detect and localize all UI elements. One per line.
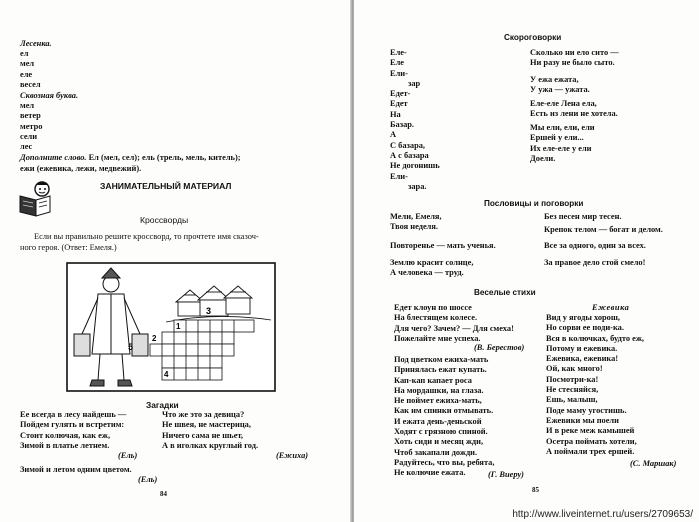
verse-line: На [390,109,401,119]
crossword-number-3: 3 [206,306,212,316]
verse-line: Осетра поймать хотели, [546,436,637,446]
verse-line: Мы ели, ели, ели [530,123,595,132]
poem-1 [394,303,514,344]
proverb-2: Повторенье — мать ученья. [390,241,496,250]
riddle-1-answer: (Ель) [118,451,138,460]
poem-3 [546,313,644,457]
riddle-line: Ничего сама не шьет, [162,430,244,440]
verse-line: Не колючие ежата. [394,468,466,478]
verse-line: Принялась ежат купать. [394,365,487,375]
verse-line: Ежевики мы поели [546,415,619,425]
verse-line: И в реке меж камышей [546,426,635,436]
verse-line: Базар. [390,120,415,130]
verse-line: А с базара [390,150,429,160]
riddle-line: Пойдем гулять и встретим: [20,420,125,430]
verse-line: Радуйтесь, что вы, ребята, [394,457,495,467]
verse-line: Потому и ежевика. [546,343,618,353]
word: мел [20,101,35,110]
verse-line: Сколько ни ело сито — [530,48,619,57]
verse-line: Не стесняйся, [546,385,599,395]
verse-line: Хоть сиди и месяц жди, [394,437,484,447]
word: еле [20,69,33,79]
dopolnite-text: Ел (мел, сел); ель (трель, мель, китель); [86,153,241,162]
crosswords-heading: Кроссворды [140,215,189,225]
riddle-line: Зимой в платье летнем. [20,440,110,450]
verse-line: Ни разу не было сыто. [530,58,615,68]
verse-line: Ешь, малыш, [546,395,598,405]
poems-heading: Веселые стихи [474,288,536,297]
reading-child-icon [18,180,54,218]
verse-line: Кап-кап капает роса [394,375,472,385]
riddle-line: Не швея, не мастерица, [162,420,251,430]
section-heading: ЗАНИМАТЕЛЬНЫЙ МАТЕРИАЛ [100,181,232,191]
verse-line: Ели- [390,68,408,78]
proverb-6: Все за одного, один за всех. [544,241,646,250]
word: ветер [20,111,41,121]
poem-1-author: (В. Берестов) [474,343,525,352]
verse-line: Поде маму угостишь. [546,405,627,415]
crossword-number-4: 4 [164,370,169,379]
proverb-line: Землю красит солнце, [390,258,474,267]
dopolnite-line2: ежи (ежевика, лежи, медвежий). [20,164,142,173]
proverb-5: Крепок телом — богат и делом. [544,225,663,234]
verse-line: Пожелайте мне успеха. [394,333,481,343]
verse-line: У ежа ежата, [530,75,579,84]
dopolnite-title: Дополните слово. [20,153,87,162]
verse-line: Доели. [530,153,556,163]
proverb-line: Мели, Емеля, [390,212,442,221]
crossword-number-2: 2 [152,334,157,343]
verse-line: зар [408,78,421,88]
verse-line: Ели- [390,171,408,181]
verse-line: Посмотри-ка! [546,374,599,384]
proverb-1 [390,212,442,233]
riddle-1 [20,410,126,451]
verse-line: У ужа — ужата. [530,85,590,95]
verse-line: С базара, [390,140,426,150]
verse-line: Для чего? Зачем? — Для смеха! [394,323,514,333]
verse-line: Как им спинки отмывать. [394,406,494,416]
word: мел [20,59,35,69]
verse-line: Вид у ягоды хорош, [546,313,621,322]
verse-line: Еле-еле Лена ела, [530,99,597,108]
verse-line: На блестящем колесе. [394,313,478,323]
riddle-line: Стоит колючая, как еж, [20,430,111,440]
word: лес [20,142,33,152]
tongue-twister-group-2 [530,75,590,96]
tongue-twister-group-1 [530,48,619,69]
poem-3-title: Ежевика [592,303,630,312]
verse-line: На мордашки, на глаза. [394,385,484,395]
lesenka-words [20,49,41,90]
word: сели [20,131,38,141]
verse-line: Не поймет ежиха-мать, [394,396,482,406]
proverb-line: А человека — труд. [390,268,464,278]
watermark-url: http://www.liveinternet.ru/users/2709653/ [512,509,693,520]
crossword-text-line1: Если вы правильно решите кроссворд, то прочтете имя сказоч- [34,232,259,241]
lesenka-title: Лесенка. [20,39,52,48]
proverb-7: За правое дело стой смело! [544,258,646,267]
proverb-4: Без песен мир тесен. [544,212,622,221]
tongue-twister-group-4 [530,123,595,164]
verse-line: Под цветком ежиха-мать [394,355,489,364]
dopolnite-paragraph [20,153,241,163]
verse-line: Ершей у ели... [530,133,584,143]
page-number-left: 84 [160,490,167,498]
crossword-number-1: 1 [176,322,181,331]
riddle-2 [162,410,258,451]
page-number-right: 85 [532,486,539,494]
proverb-3 [390,258,473,279]
verse-line: Их еле-еле у ели [530,143,592,153]
tongue-twister-group-3 [530,99,618,120]
riddle-3-answer: (Ель) [138,475,158,484]
verse-line: Не догонишь [390,161,440,171]
word: весел [20,79,41,89]
verse-line: Ежевика, ежевика! [546,354,619,364]
verse-line: Еле [390,58,405,68]
riddle-2-answer: (Ежиха) [276,451,309,460]
skorogovorki-heading: Скороговорки [504,33,562,42]
right-page [354,0,699,522]
proverb-line: Твоя неделя. [390,222,438,232]
riddle-3: Зимой и летом одним цветом. [20,465,132,474]
verse-line: Чтоб закапали дожди. [394,447,478,457]
word: метро [20,121,43,131]
riddle-line: Что же это за девица? [162,410,245,419]
skvoznaya-words [20,101,42,152]
poem-2 [394,355,494,479]
verse-line: зара. [408,181,427,191]
verse-line: А поймали трех ершей. [546,446,635,456]
tongue-twister-column-1 [390,48,440,192]
verse-line: Ходят с грязною спиной. [394,427,488,437]
riddle-line: Ее всегда в лесу найдешь — [20,410,127,419]
crossword-number-5: 5 [128,342,134,352]
crossword-text-line2: ного героя. (Ответ: Емеля.) [20,243,117,252]
crossword-illustration [66,262,276,392]
verse-line: Ой, как много! [546,364,603,374]
poem-3-author: (С. Маршак) [630,459,677,468]
verse-line: Еле- [390,48,407,57]
poem-2-author: (Г. Виеру) [488,470,524,479]
riddles-heading: Загадки [146,400,179,410]
verse-line: А [390,130,397,140]
proverbs-heading: Пословицы и поговорки [484,199,584,208]
verse-line: Едет [390,99,408,109]
riddle-line: А в иголках круглый год. [162,440,259,450]
verse-line: Есть из лени не хотела. [530,109,618,119]
verse-line: И ежата день-деньской [394,416,482,426]
verse-line: Едет клоун по шоссе [394,303,472,312]
verse-line: Но сорви ее поди-ка. [546,323,624,333]
skvoznaya-title: Сквозная буква. [20,91,79,100]
verse-line: Вся в колючках, будто еж, [546,333,645,343]
word: ел [20,49,29,58]
verse-line: Едет- [390,89,411,99]
